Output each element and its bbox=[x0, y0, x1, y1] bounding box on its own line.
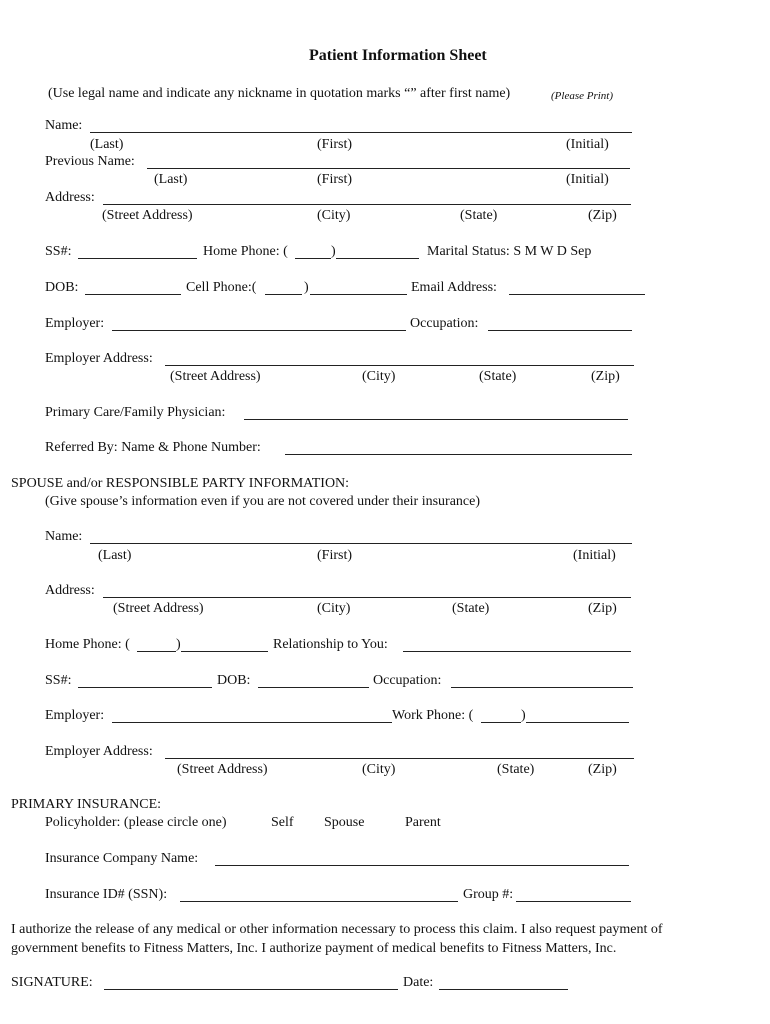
employer-label: Employer: bbox=[45, 316, 105, 331]
spouse-dob-field[interactable] bbox=[258, 687, 369, 688]
spouse-employer-address-label: Employer Address: bbox=[45, 744, 153, 759]
previous-name-field[interactable] bbox=[147, 168, 630, 169]
spouse-heading: SPOUSE and/or RESPONSIBLE PARTY INFORMATION: bbox=[11, 476, 350, 491]
home-phone-paren: ) bbox=[331, 244, 336, 259]
insurance-heading: PRIMARY INSURANCE: bbox=[11, 797, 162, 812]
group-field[interactable] bbox=[516, 901, 631, 902]
spouse-name-label: Name: bbox=[45, 529, 83, 544]
spouse-home-phone-field[interactable] bbox=[181, 651, 268, 652]
state-caption: (State) bbox=[452, 601, 490, 616]
initial-caption: (Initial) bbox=[566, 172, 609, 187]
zip-caption: (Zip) bbox=[588, 208, 617, 223]
initial-caption: (Initial) bbox=[566, 137, 609, 152]
policyholder-option-parent[interactable]: Parent bbox=[405, 815, 441, 830]
spouse-note: (Give spouse’s information even if you are not covered under their insurance) bbox=[45, 494, 481, 509]
home-phone-field[interactable] bbox=[336, 258, 419, 259]
name-field[interactable] bbox=[90, 132, 632, 133]
insurance-id-field[interactable] bbox=[180, 901, 458, 902]
spouse-ss-label: SS#: bbox=[45, 673, 72, 688]
zip-caption: (Zip) bbox=[591, 369, 620, 384]
zip-caption: (Zip) bbox=[588, 762, 617, 777]
spouse-employer-field[interactable] bbox=[112, 722, 392, 723]
dob-field[interactable] bbox=[85, 294, 181, 295]
policyholder-option-spouse[interactable]: Spouse bbox=[324, 815, 365, 830]
dob-label: DOB: bbox=[45, 280, 79, 295]
street-caption: (Street Address) bbox=[113, 601, 204, 616]
spouse-home-phone-area-field[interactable] bbox=[137, 651, 176, 652]
spouse-dob-label: DOB: bbox=[217, 673, 251, 688]
city-caption: (City) bbox=[317, 208, 351, 223]
address-field[interactable] bbox=[103, 204, 631, 205]
ss-field[interactable] bbox=[78, 258, 197, 259]
cell-phone-area-field[interactable] bbox=[265, 294, 302, 295]
cell-phone-field[interactable] bbox=[310, 294, 407, 295]
employer-field[interactable] bbox=[112, 330, 406, 331]
relationship-label: Relationship to You: bbox=[273, 637, 388, 652]
state-caption: (State) bbox=[497, 762, 535, 777]
referred-by-field[interactable] bbox=[285, 454, 632, 455]
group-label: Group #: bbox=[463, 887, 514, 902]
signature-field[interactable] bbox=[104, 989, 398, 990]
first-caption: (First) bbox=[317, 137, 352, 152]
ss-label: SS#: bbox=[45, 244, 72, 259]
date-field[interactable] bbox=[439, 989, 568, 990]
spouse-occupation-field[interactable] bbox=[451, 687, 633, 688]
last-caption: (Last) bbox=[154, 172, 188, 187]
please-print-note: (Please Print) bbox=[551, 90, 614, 102]
initial-caption: (Initial) bbox=[573, 548, 616, 563]
work-phone-paren: ) bbox=[521, 708, 526, 723]
address-label: Address: bbox=[45, 190, 95, 205]
spouse-employer-address-field[interactable] bbox=[165, 758, 634, 759]
last-caption: (Last) bbox=[98, 548, 132, 563]
work-phone-area-field[interactable] bbox=[481, 722, 521, 723]
marital-status[interactable]: Marital Status: S M W D Sep bbox=[427, 244, 592, 259]
spouse-home-phone-paren: ) bbox=[176, 637, 181, 652]
work-phone-field[interactable] bbox=[526, 722, 629, 723]
insurance-id-label: Insurance ID# (SSN): bbox=[45, 887, 168, 902]
city-caption: (City) bbox=[362, 762, 396, 777]
insurance-company-field[interactable] bbox=[215, 865, 629, 866]
spouse-name-field[interactable] bbox=[90, 543, 632, 544]
cell-phone-paren: ) bbox=[304, 280, 309, 295]
street-caption: (Street Address) bbox=[170, 369, 261, 384]
date-label: Date: bbox=[403, 975, 434, 990]
zip-caption: (Zip) bbox=[588, 601, 617, 616]
state-caption: (State) bbox=[479, 369, 517, 384]
spouse-employer-label: Employer: bbox=[45, 708, 105, 723]
physician-label: Primary Care/Family Physician: bbox=[45, 405, 226, 420]
last-caption: (Last) bbox=[90, 137, 124, 152]
work-phone-label: Work Phone: ( bbox=[392, 708, 474, 723]
previous-name-label: Previous Name: bbox=[45, 154, 135, 169]
home-phone-label: Home Phone: ( bbox=[203, 244, 288, 259]
home-phone-area-field[interactable] bbox=[295, 258, 331, 259]
employer-address-label: Employer Address: bbox=[45, 351, 153, 366]
spouse-address-field[interactable] bbox=[103, 597, 631, 598]
first-caption: (First) bbox=[317, 172, 352, 187]
name-label: Name: bbox=[45, 118, 83, 133]
relationship-field[interactable] bbox=[403, 651, 631, 652]
referred-by-label: Referred By: Name & Phone Number: bbox=[45, 440, 261, 455]
city-caption: (City) bbox=[362, 369, 396, 384]
insurance-company-label: Insurance Company Name: bbox=[45, 851, 199, 866]
city-caption: (City) bbox=[317, 601, 351, 616]
policyholder-label: Policyholder: (please circle one) bbox=[45, 815, 227, 830]
occupation-label: Occupation: bbox=[410, 316, 479, 331]
spouse-occupation-label: Occupation: bbox=[373, 673, 442, 688]
cell-phone-label: Cell Phone:( bbox=[186, 280, 257, 295]
page-title: Patient Information Sheet bbox=[309, 47, 487, 64]
authorization-line-1: I authorize the release of any medical or other information necessary to process this claim. I also request payment of bbox=[11, 922, 663, 937]
state-caption: (State) bbox=[460, 208, 498, 223]
email-field[interactable] bbox=[509, 294, 645, 295]
occupation-field[interactable] bbox=[488, 330, 632, 331]
signature-label: SIGNATURE: bbox=[11, 975, 93, 990]
physician-field[interactable] bbox=[244, 419, 628, 420]
street-caption: (Street Address) bbox=[102, 208, 193, 223]
spouse-ss-field[interactable] bbox=[78, 687, 212, 688]
spouse-address-label: Address: bbox=[45, 583, 95, 598]
employer-address-field[interactable] bbox=[165, 365, 634, 366]
policyholder-option-self[interactable]: Self bbox=[271, 815, 294, 830]
email-label: Email Address: bbox=[411, 280, 497, 295]
street-caption: (Street Address) bbox=[177, 762, 268, 777]
first-caption: (First) bbox=[317, 548, 352, 563]
instructions: (Use legal name and indicate any nickname in quotation marks “” after first name) bbox=[48, 86, 511, 101]
authorization-line-2: government benefits to Fitness Matters, Inc. I authorize payment of medical benefits to Fitness Matters, Inc. bbox=[11, 941, 617, 956]
spouse-home-phone-label: Home Phone: ( bbox=[45, 637, 130, 652]
